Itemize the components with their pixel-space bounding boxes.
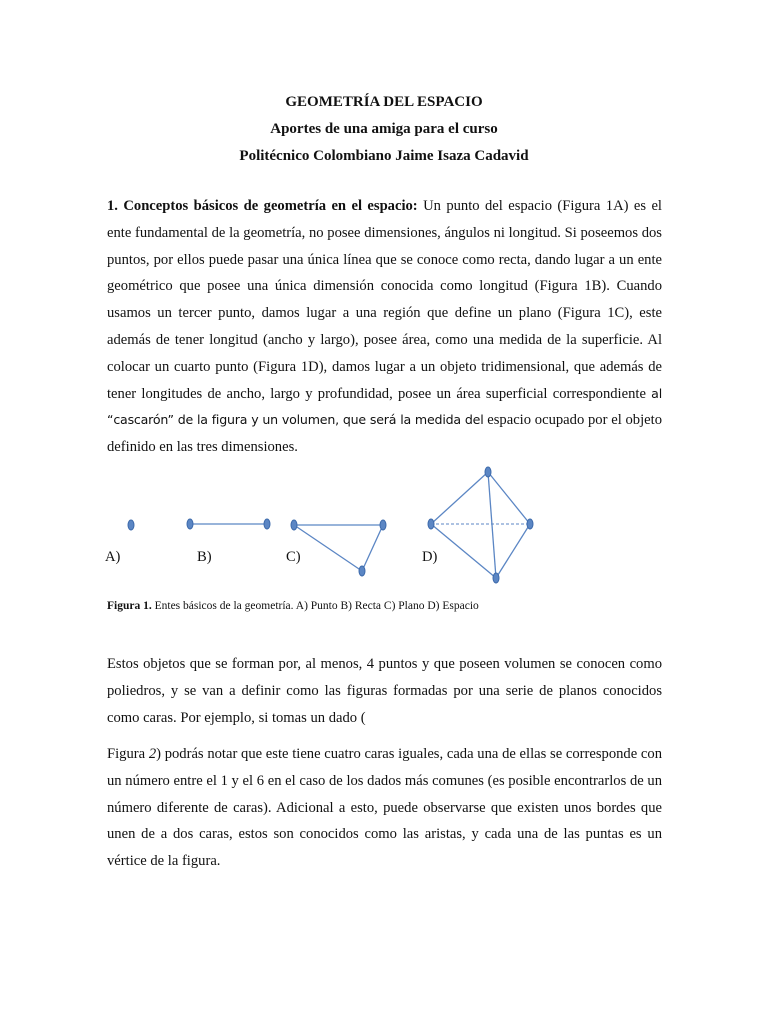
figure-1d-edge-right-bottom (496, 524, 530, 578)
figure-1b-point (264, 519, 270, 529)
figure-1c-point (359, 566, 365, 576)
section1-text-b: espacio ocupado por el objeto definido en las tres dimensiones. (107, 412, 662, 456)
figure-1-caption-text: Entes básicos de la geometría. A) Punto B) Recta C) Plano D) Espacio (151, 600, 479, 612)
figure-1d-point (428, 519, 434, 529)
figure-1b-point (187, 519, 193, 529)
figure-1d-edge-top-left (431, 472, 488, 524)
section1-text-a: Un punto del espacio (Figura 1A) es el ente fundamental de la geometría, no posee dimensiones, ángulos ni longitud. Si poseemos dos puntos, por ellos puede pasar una única línea que se conoce como recta, dando lugar a un ente geométrico que posee una única dimensión conocida como longitud (Figura 1B). Cuando usamos un tercer punto, damos lugar a una región que define un plano (Figura 1C), este además de tener longitud (ancho y largo), posee área, como una medida de la superficie. Al colocar un cuarto punto (Figura 1D), damos lugar a un objeto tridimensional, que además de tener longitudes de ancho, largo y profundidad, posee un área superficial correspondiente (107, 198, 662, 402)
figure-1d-edge-top-bottom (488, 472, 496, 578)
section1-heading: 1. Conceptos básicos de geometría en el espacio: (107, 198, 418, 214)
figure-1c-edge-left (294, 525, 362, 571)
figure-1d-point (485, 467, 491, 477)
figure-1d-edge-top-right (488, 472, 530, 524)
figure-1-caption (107, 598, 662, 614)
document-title: GEOMETRÍA DEL ESPACIO (285, 94, 483, 110)
figure-1c-point (291, 520, 297, 530)
polyhedra-paragraph: Estos objetos que se forman por, al menos, 4 puntos y que poseen volumen se conocen como poliedros, y se van a definir como las figuras formadas por una serie de planos conocidos como caras. Por ejemplo, si tomas un dado ( (107, 656, 662, 726)
figure-1c-point (380, 520, 386, 530)
figure-1c-label: C) (286, 549, 301, 565)
figure-1d-point (527, 519, 533, 529)
dice-paragraph (107, 741, 662, 875)
figure-2-reference-number: 2 (148, 746, 157, 762)
figure-1d-label: D) (422, 549, 438, 565)
figure-1a-point (128, 520, 134, 530)
figure-1c-edge-right (362, 525, 383, 571)
document-subtitle: Aportes de una amiga para el curso (270, 121, 498, 137)
figure-1a-label: A) (105, 549, 121, 565)
section1-paragraph (107, 193, 662, 461)
figure-1d-edge-left-bottom (431, 524, 496, 578)
dice-paragraph-text: ) podrás notar que este tiene cuatro caras iguales, cada una de ellas se corresponde con un número entre el 1 y el 6 en el caso de los dados más comunes (es posible encontrarlos de un número diferente de caras). Adicional a esto, puede observarse que existen unos bordes que unen de a dos caras, estos son conocidos como las aristas, y cada una de las puntas es un vértice de la figura. (107, 746, 662, 870)
document-institution: Politécnico Colombiano Jaime Isaza Cadavid (239, 148, 529, 164)
figure-2-reference-word: Figura (107, 746, 149, 762)
figure-1b-label: B) (197, 549, 212, 565)
section1-text-alt-font: al “cascarón” de la figura y un volumen, que será la medida del (107, 385, 662, 428)
figure-1d-point (493, 573, 499, 583)
figure-1-caption-label: Figura 1. (107, 600, 152, 612)
